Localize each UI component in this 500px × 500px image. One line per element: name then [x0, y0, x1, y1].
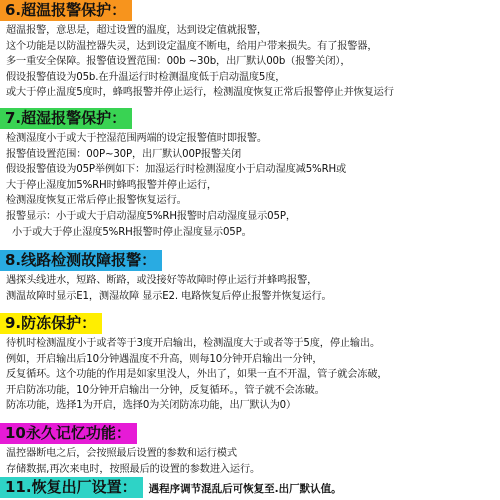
text-line: 存储数据,再次来电时，按照最后的设置的参数进入运行。	[6, 463, 261, 475]
text-line: 遇探头线进水，短路、断路，或没接好等故障时停止运行并蜂鸣报警，	[6, 275, 318, 286]
section-heading: 6.超温报警保护：	[0, 0, 132, 21]
text-line: 或大于停止温度5度时，蜂鸣报警并停止运行，检测温度恢复正常后报警停止并恢复运行	[6, 87, 394, 99]
section-body	[0, 446, 500, 477]
text-line: 开启防冻功能，10分钟开启输出一分钟，反复循环。，管子就不会冻破。	[6, 384, 325, 396]
section-heading: 8.线路检测故障报警：	[0, 250, 162, 271]
text-line: 检测湿度小于或大于控湿范围两端的设定报警值时即报警。	[6, 133, 267, 144]
text-line: 测温故障时显示E1，测湿故障 显示E2. 电路恢复后停止报警并恢复运行。	[6, 290, 332, 302]
section-over-humidity-alarm	[0, 108, 500, 240]
section-over-temperature-alarm	[0, 0, 500, 101]
text-line: 温控器断电之后，会按照最后设置的参数和运行模式	[6, 448, 237, 459]
text-line: 多一重安全保障。报警值设置范围：00b ~30b，出厂默认00b（报警关闭），	[6, 56, 351, 68]
text-line: 假设报警值设为05b.在升温运行时检测温度低于启动温度5度，	[6, 71, 286, 83]
text-line: 小于或大于停止湿度5%RH报警时停止湿度显示05P。	[12, 226, 252, 238]
text-line: 防冻功能，选择1为开启，选择0为关闭防冻功能，出厂默认为0）	[6, 400, 297, 412]
text-line: 假设报警值设为05P举例如下：加湿运行时检测湿度小于启动湿度减5%RH或	[6, 164, 347, 176]
section-heading: 9.防冻保护：	[0, 313, 102, 334]
text-line: 报警显示：小于或大于启动湿度5%RH报警时启动湿度显示05P，	[6, 210, 296, 222]
text-line: 检测湿度恢复正常后停止报警恢复运行。	[6, 195, 187, 207]
section-body	[0, 336, 500, 414]
text-line: 报警值设置范围：00P~30P，出厂默认00P报警关闭	[6, 148, 241, 160]
section-heading: 11.恢复出厂设置：	[0, 477, 143, 498]
text-line: 待机时检测温度小于或者等于3度开启输出，检测温度大于或者等于5度，停止输出。	[6, 338, 381, 349]
factory-reset-note: 遇程序调节混乱后可恢复至.出厂默认值。	[148, 483, 342, 495]
section-body	[0, 23, 500, 101]
section-permanent-memory	[0, 423, 500, 477]
text-line: 例如，开启输出后10分钟遇温度不升高，则每10分钟开启输出一分钟，	[6, 353, 323, 365]
text-line: 这个功能是以防温控器失灵，达到设定温度不断电，给用户带来损失。有了报警器，	[6, 40, 378, 52]
section-antifreeze-protection	[0, 313, 500, 414]
text-line: 大于停止湿度加5%RH时蜂鸣报警并停止运行，	[6, 179, 217, 191]
section-body	[0, 131, 500, 240]
section-heading: 7.超湿报警保护：	[0, 108, 132, 129]
section-body	[0, 273, 500, 304]
section-heading: 10永久记忆功能：	[0, 423, 137, 444]
section-line-fault-alarm	[0, 250, 500, 304]
text-line: 超温报警，意思是，超过设置的温度，达到设定值就报警，	[6, 25, 267, 36]
section-factory-reset	[0, 477, 500, 498]
text-line: 反复循环。这个功能的作用是如家里没人，外出了，如果一直不开温，管子就会冻破，	[6, 369, 388, 381]
